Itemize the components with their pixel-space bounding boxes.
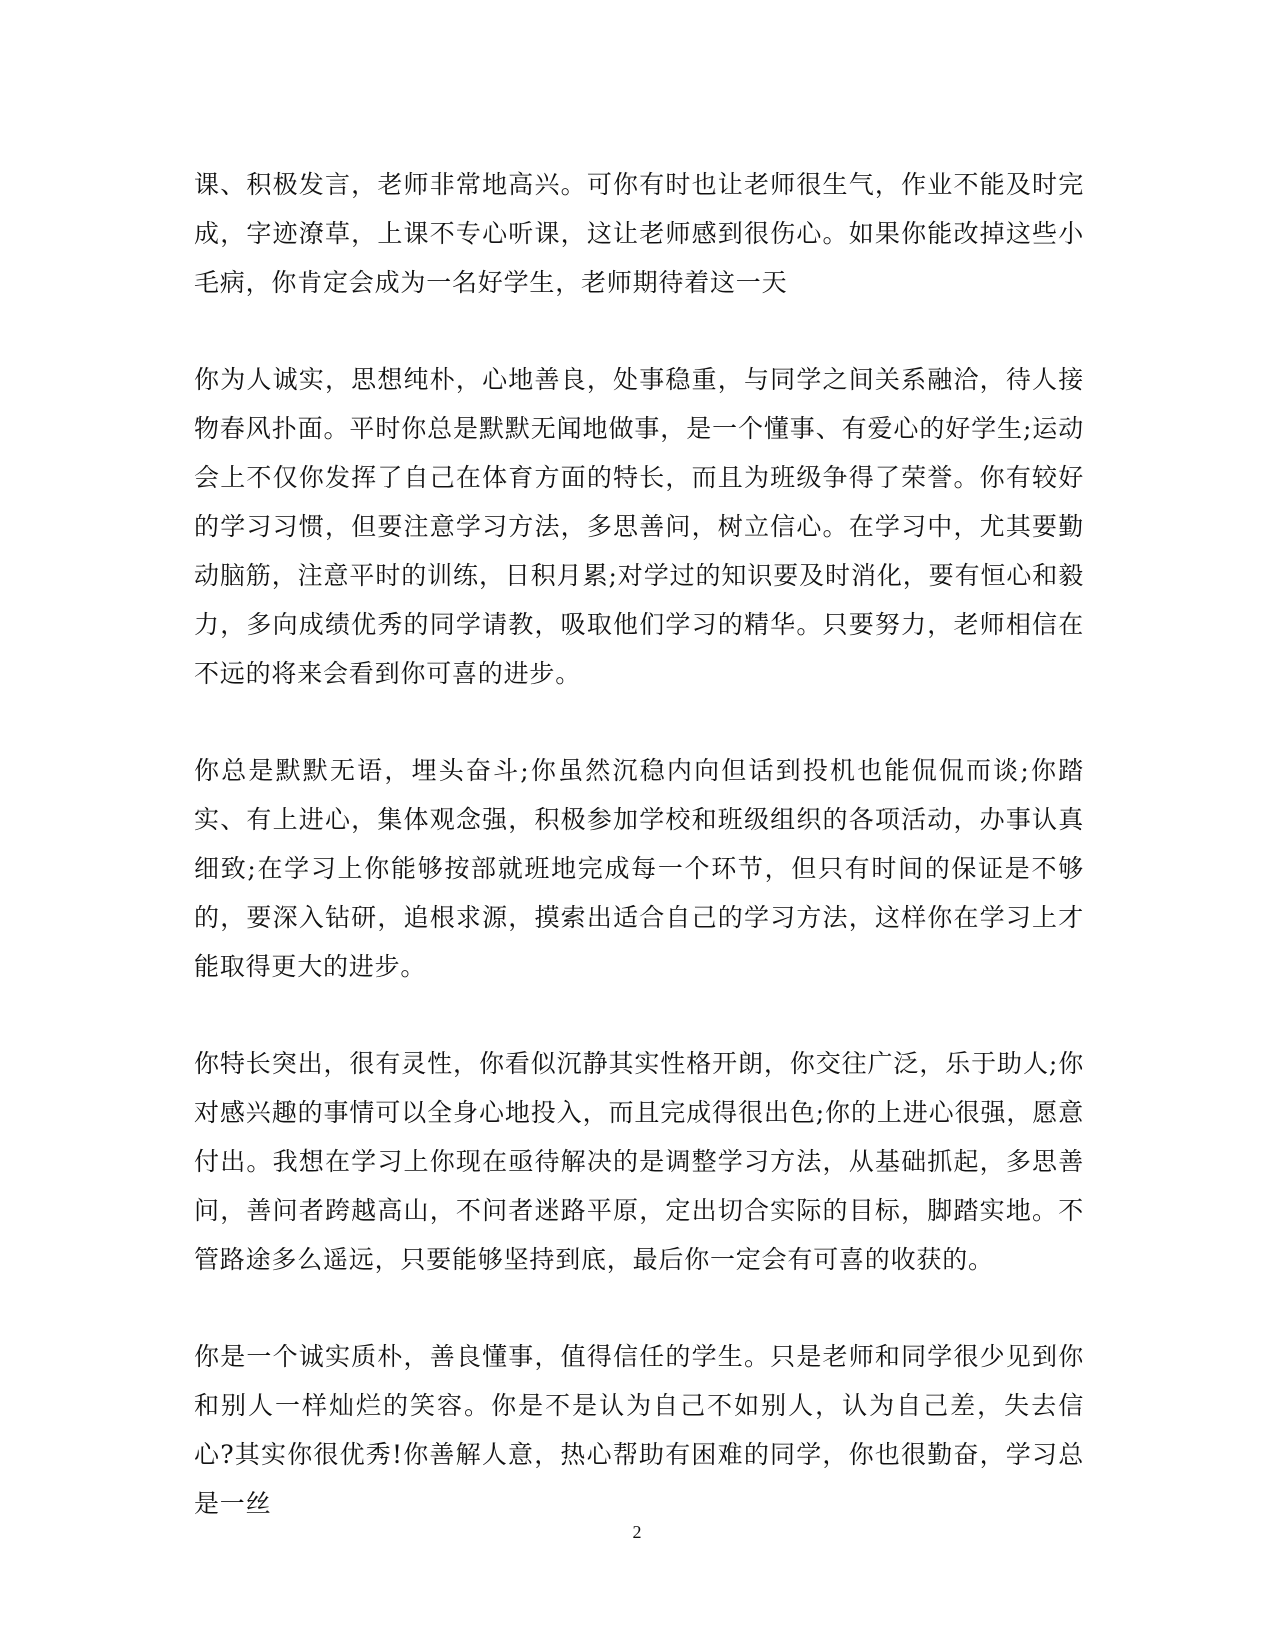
paragraph-1: 课、积极发言，老师非常地高兴。可你有时也让老师很生气，作业不能及时完成，字迹潦草，上课不专心听课，这让老师感到很伤心。如果你能改掉这些小毛病，你肯定会成为一名好学生，老师期待着这一天	[194, 170, 1084, 297]
paragraph-2: 你为人诚实，思想纯朴，心地善良，处事稳重，与同学之间关系融洽，待人接物春风扑面。平时你总是默默无闻地做事，是一个懂事、有爱心的好学生;运动会上不仅你发挥了自己在体育方面的特长，而且为班级争得了荣誉。你有较好的学习习惯，但要注意学习方法，多思善问，树立信心。在学习中，尤其要勤动脑筋，注意平时的训练，日积月累;对学过的知识要及时消化，要有恒心和毅力，多向成绩优秀的同学请教，吸取他们学习的精华。只要努力，老师相信在不远的将来会看到你可喜的进步。	[194, 365, 1084, 688]
paragraph-4: 你特长突出，很有灵性，你看似沉静其实性格开朗，你交往广泛，乐于助人;你对感兴趣的事情可以全身心地投入，而且完成得很出色;你的上进心很强，愿意付出。我想在学习上你现在亟待解决的是调整学习方法，从基础抓起，多思善问，善问者跨越高山，不问者迷路平原，定出切合实际的目标，脚踏实地。不管路途多么遥远，只要能够坚持到底，最后你一定会有可喜的收获的。	[194, 1049, 1084, 1274]
page-number: 2	[632, 1522, 642, 1542]
paragraph-5: 你是一个诚实质朴，善良懂事，值得信任的学生。只是老师和同学很少见到你和别人一样灿烂的笑容。你是不是认为自己不如别人，认为自己差，失去信心?其实你很优秀!你善解人意，热心帮助有困难的同学，你也很勤奋，学习总是一丝	[194, 1342, 1084, 1518]
document-body	[194, 160, 1084, 1576]
paragraph-3: 你总是默默无语，埋头奋斗;你虽然沉稳内向但话到投机也能侃侃而谈;你踏实、有上进心，集体观念强，积极参加学校和班级组织的各项活动，办事认真细致;在学习上你能够按部就班地完成每一个环节，但只有时间的保证是不够的，要深入钻研，追根求源，摸索出适合自己的学习方法，这样你在学习上才能取得更大的进步。	[194, 756, 1084, 981]
